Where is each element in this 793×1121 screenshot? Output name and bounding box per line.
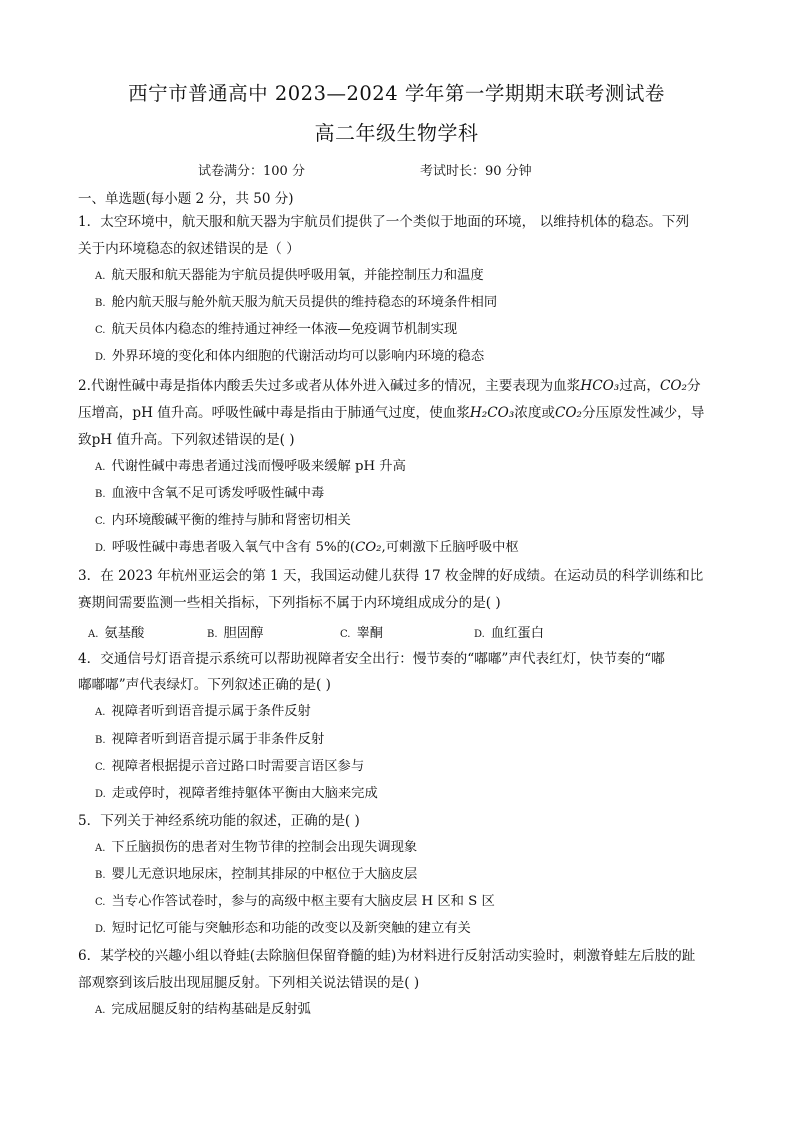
question-5-line-1: 5．下列关于神经系统功能的叙述，正确的是( ) — [78, 813, 360, 829]
question-1-line-2: 关于内环境稳态的叙述错误的是（ ） — [78, 241, 300, 257]
option-label: B. — [95, 735, 106, 746]
option-text: 完成屈腿反射的结构基础是反射弧 — [111, 1002, 311, 1017]
question-text: 2.代谢性碱中毒是指体内酸丢失过多或者从体外进入碱过多的情况，主要表现为血浆 — [78, 378, 581, 394]
option-label: D. — [95, 789, 106, 800]
option-4a — [95, 702, 311, 723]
option-label: D. — [474, 629, 485, 640]
option-text: ,可刺激下丘脑呼吸中枢 — [381, 540, 519, 555]
option-text: 航天服和航天器能为宇航员提供呼吸用氧，并能控制压力和温度 — [111, 268, 484, 283]
formula: H₂CO₃ — [469, 405, 515, 421]
option-5b — [95, 865, 417, 886]
question-text: 分 — [686, 378, 701, 394]
option-text: 当专心作答试卷时，参与的高级中枢主要有大脑皮层 H 区和 S 区 — [111, 894, 495, 909]
option-2d — [95, 538, 519, 559]
option-text: 胆固醇 — [223, 626, 264, 641]
option-label: D. — [95, 543, 106, 554]
option-2c — [95, 511, 351, 532]
option-4c — [95, 757, 364, 778]
option-text: 走或停时，视障者维持躯体平衡由大脑来完成 — [111, 786, 378, 801]
question-6-line-1: 6．某学校的兴趣小组以脊蛙(去除脑但保留脊髓的蛙)为材料进行反射活动实验时，刺激脊蛙左后肢的趾 — [78, 948, 696, 964]
question-2-line-2 — [78, 403, 704, 423]
option-label: B. — [95, 298, 106, 309]
formula: CO₂ — [659, 378, 687, 394]
option-label: A. — [95, 843, 106, 854]
option-text: 血红蛋白 — [490, 626, 545, 641]
question-1-line-1: 1．太空环境中，航天服和航天器为宇航员们提供了一个类似于地面的环境， 以维持机体的稳态。下列 — [78, 214, 690, 230]
question-3-line-2: 赛期间需要监测一些相关指标，下列指标不属于内环境组成成分的是( ) — [78, 595, 501, 611]
option-label: C. — [340, 629, 351, 640]
option-6a — [95, 1000, 311, 1021]
exam-subtitle: 高二年级生物学科 — [314, 121, 479, 145]
question-3-line-1: 3．在 2023 年杭州亚运会的第 1 天，我国运动健儿获得 17 枚金牌的好成绩。在运动员的科学训练和比 — [78, 568, 704, 584]
option-text: 下丘脑损伤的患者对生物节律的控制会出现失调现象 — [111, 840, 418, 855]
option-text: 婴儿无意识地尿床，控制其排尿的中枢位于大脑皮层 — [111, 867, 418, 882]
question-text: 分压原发性减少，导 — [582, 405, 705, 421]
exam-title: 西宁市普通高中 2023—2024 学年第一学期期末联考测试卷 — [128, 82, 665, 105]
option-5a — [95, 838, 417, 859]
option-text: 睾酮 — [356, 626, 384, 641]
option-text: 代谢性碱中毒患者通过浅而慢呼吸来缓解 pH 升高 — [111, 459, 406, 474]
option-label: A. — [88, 629, 99, 640]
duration: 考试时长：90 分钟 — [420, 164, 532, 179]
option-text: 视障者听到语音提示属于非条件反射 — [111, 732, 325, 747]
option-label: A. — [95, 462, 106, 473]
question-2-line-1 — [78, 376, 701, 396]
option-label: B. — [95, 489, 106, 500]
option-2b — [95, 484, 324, 505]
option-4d — [95, 784, 378, 805]
option-label: B. — [207, 629, 218, 640]
option-label: C. — [95, 516, 106, 527]
question-4-line-1: 4．交通信号灯语音提示系统可以帮助视障者安全出行：慢节奏的“嘟嘟”声代表红灯，快节奏的“嘟 — [78, 651, 665, 667]
option-label: C. — [95, 325, 106, 336]
option-text: 氨基酸 — [104, 626, 145, 641]
option-text: 视障者根据提示音过路口时需要言语区参与 — [111, 759, 365, 774]
option-1b — [95, 293, 497, 314]
score-total: 试卷满分：100 分 — [198, 164, 305, 179]
section-heading: 一、单选题(每小题 2 分，共 50 分) — [78, 191, 294, 207]
question-2-line-3: 致pH 值升高。下列叙述错误的是( ) — [78, 432, 295, 448]
question-text: 压增高，pH 值升高。呼吸性碱中毒是指由于肺通气过度，使血浆 — [78, 405, 470, 421]
question-4-line-2: 嘟嘟嘟”声代表绿灯。下列叙述正确的是( ) — [78, 677, 331, 693]
option-1a — [95, 266, 484, 287]
option-label: D. — [95, 924, 106, 935]
option-2a — [95, 457, 406, 478]
option-5d — [95, 919, 471, 940]
question-6-line-2: 部观察到该后肢出现屈腿反射。下列相关说法错误的是( ) — [78, 975, 420, 991]
option-label: D. — [95, 352, 106, 363]
formula: HCO₃ — [580, 378, 620, 394]
formula: CO₂ — [355, 540, 382, 555]
option-label: B. — [95, 870, 106, 881]
option-label: A. — [95, 271, 106, 282]
option-1d — [95, 347, 484, 368]
option-text: 外界环境的变化和体内细胞的代谢活动均可以影响内环境的稳态 — [111, 349, 485, 364]
option-3b — [207, 622, 263, 641]
question-text: 过高， — [619, 378, 660, 394]
formula: CO₂ — [555, 405, 583, 421]
option-3d — [474, 622, 544, 641]
option-3a — [88, 622, 144, 641]
option-text: 视障者听到语音提示属于条件反射 — [111, 704, 311, 719]
question-text: 浓度或 — [514, 405, 556, 421]
option-5c — [95, 892, 495, 913]
option-text: 血液中含氧不足可诱发呼吸性碱中毒 — [111, 486, 325, 501]
option-text: 短时记忆可能与突触形态和功能的改变以及新突触的建立有关 — [111, 921, 471, 936]
option-1c — [95, 320, 457, 341]
option-text: 呼吸性碱中毒患者吸入氧气中含有 5%的( — [111, 540, 356, 555]
option-text: 内环境酸碱平衡的维持与肺和肾密切相关 — [111, 513, 351, 528]
option-text: 舱内航天服与舱外航天服为航天员提供的维持稳态的环境条件相同 — [111, 295, 498, 310]
option-text: 航天员体内稳态的维持通过神经一体液—免疫调节机制实现 — [111, 322, 458, 337]
option-3c — [340, 622, 383, 641]
option-4b — [95, 730, 324, 751]
option-label: A. — [95, 1005, 106, 1016]
option-label: A. — [95, 707, 106, 718]
option-label: C. — [95, 762, 106, 773]
option-label: C. — [95, 897, 106, 908]
